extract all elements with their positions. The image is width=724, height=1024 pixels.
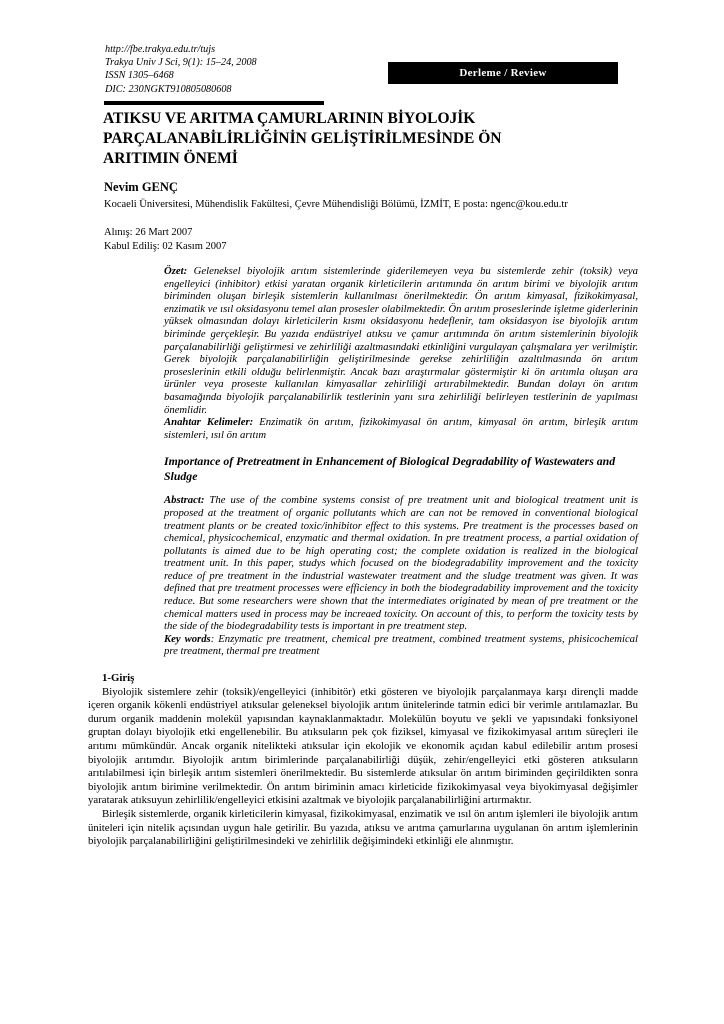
section-heading: 1-Giriş [102,672,135,685]
article-title-tr: ATIKSU VE ARITMA ÇAMURLARININ BİYOLOJİK PARÇALANABİLİRLİĞİNİN GELİŞTİRİLMESİNDE ÖN ARITIMIN ÖNEMİ [103,110,502,167]
abstract-en [164,494,638,633]
author-affiliation: Kocaeli Üniversitesi, Mühendislik Fakültesi, Çevre Mühendisliği Bölümü, İZMİT, E posta: ngenc@kou.edu.tr [104,199,568,210]
article-title-en: Importance of Pretreatment in Enhancement of Biological Degradability of Wastewaters and Sludge [164,454,616,484]
abstract-tr-label: Özet: [164,265,188,277]
article-type-badge: Derleme / Review [388,62,618,84]
received-date: Alınış: 26 Mart 2007 [104,227,193,238]
article-content [88,265,638,849]
journal-dic: DIC: 230NGKT910805080608 [105,83,232,95]
abstract-section [164,265,638,658]
keywords-en-text: : Enzymatic pre treatment, chemical pre treatment, combined treatment systems, phisicochemical pre treatment, thermal pre treatment [164,632,638,658]
journal-citation: Trakya Univ J Sci, 9(1): 15–24, 2008 [105,57,257,69]
keywords-tr-label: Anahtar Kelimeler: [164,416,254,429]
keywords-tr-text: Enzimatik ön arıtım, fizikokimyasal ön arıtım, kimyasal ön arıtım, birleşik arıtım sistemleri, ısıl ön arıtım [164,416,638,441]
author-name: Nevim GENÇ [104,180,178,194]
keywords-tr [164,416,638,441]
body-paragraph-2: Birleşik sistemlerde, organik kirleticilerin kimyasal, fizikokimyasal, enzimatik ve ısıl ön arıtım işlemleri ile biyolojik arıtım üniteleri için nitelik açısından uygun hale getirilir. Bu yazıda, atıksu ve arıtma çamurlarına uygulanan ön arıtım işlemlerinin biyolojik parçalanabilirliğini geliştirilmesindeki ve zehirlilik değişimindeki etkinliği ele alınmıştır. [88,807,638,848]
introduction-section [88,672,638,849]
header-rule [104,101,324,105]
keywords-en [164,633,638,658]
journal-url: http://fbe.trakya.edu.tr/tujs [105,44,216,55]
body-paragraph-1: Biyolojik sistemlere zehir (toksik)/engelleyici (inhibitör) etki gösteren ve biyolojik parçalanmaya karşı dirençli madde içeren organik kökenli endüstriyel atıksular geleneksel biyolojik arıtım ünitelerinde tatmin edici bir verimle arıtılamazlar. Bu durum organik maddenin molekül yapısından kaynaklanmaktadır. Molekülün boyutu ve şekli ve yapısındaki fonksiyonel gruptan dolayı biyolojik etki engellenebilir. Bu atıksuların pek çok fiziksel, kimyasal ve fizikokimyasal arıtım süreçleri ile arıtımı mümkündür. Ancak organik nitelikteki atıksular için ekolojik ve ekonomik açıdan kabul edilebilir arıtım prosesi biyolojik arıtımdır. Biyolojik arıtım birimlerinde parçalanabilirliği düşük, zehir/engelleyici etki gösteren atıksuların arıtılabilmesi için birleşik arıtım sistemleri önerilmektedir. Bu sistemlerde atıksular ön arıtım biriminden geçirildikten sonra biyolojik arıtım birimine verilmektedir. Ön arıtım biriminin amacı kirleticide fizikokimyasal veya biyokimyasal değişimler yaratarak atıksuyun zehirlilik/engelleyici etkisini azaltmak ve biyolojik parçalanabilirliğini artırmaktır. [88,685,638,807]
accepted-date: Kabul Ediliş: 02 Kasım 2007 [104,241,227,252]
abstract-tr [164,265,638,416]
journal-meta [105,43,257,96]
abstract-en-label: Abstract: [164,494,205,507]
keywords-en-label: Key words [164,632,211,645]
abstract-tr-text: Geleneksel biyolojik arıtım sistemlerinde giderilemeyen veya bu sistemlerde zehir (toksik) veya engelleyici (inhibitor) etkisi yaratan organik kirleticilerin arıtımında ön arıtım birimi ve biyolojik arıtım biriminden oluşan birleşik sistemlerin kullanılması önerilmektedir. Ön arıtım kimyasal, fizikokimyasal, enzimatik ve ısıl oksidasyonu temel alan prosesler olabilmektedir. Ön arıtım proseslerinde işletme giderlerinin yüksek olmasından dolayı kirleticilerin kısmı oksidasyonu hedeflenir, tam oksidasyon ise biyolojik arıtım biriminde gerçekleşir. Bu yazıda endüstriyel atıksu ve çamur arıtımında ön arıtım sistemlerinin biyolojik parçalanabilirliği geliştirmesi ve zehirliliği azaltmasındaki etkinliğini vurgulayan çalışmalara yer verilmiştir. Gerek biyolojik parçalanabilirliğin geliştirilmesinde gerekse zehirliliğin azaltılmasında ön arıtım proseslerinin etkili olduğu belirlenmiştir. Ancak bazı araştırmalar göstermiştir ki ön arıtımla oluşan ara ürünler veya proseste kullanılan kimyasallar zehirliliği artırabilmektedir. Bundan dolayı ön arıtım basamağında biyolojik parçalanabilirlik testlerinin yanı sıra zehirliliği belirleyen testlerinin de yapılması önemlidir. [164,265,639,416]
abstract-en-text: The use of the combine systems consist of pre treatment unit and biological treatment unit is proposed at the treatment of organic pollutants which are can not be removed in conventional biological treatment plants or be created toxic/inhibitor effect to this systems. Pre treatment is the processes based on chemical, physicochemical, enzymatic and thermal oxidation. In pre treatment process, a partial oxidation of pollutants is aimed due to be high operating cost; the complete oxidation is realized in the biological treatment unit. In this paper, studys which focused on the biodegradability improvement and the toxicity reduce of pre treatment in the industrial wastewater treatment and the sludge treatment was given. It was defined that pre treatment processes were efficiency in both the biodegradability improvement and the toxicity reduce. But some researchers were shown that the intermediates originated by mean of pre treatment or the chemical matters used in process may be increaed toxicity. On account of this, to perform the toxicity tests by the side of the biodegradability tests is important in pre treatment step. [164,494,639,633]
journal-issn: ISSN 1305–6468 [105,70,174,82]
submission-dates [104,226,227,254]
